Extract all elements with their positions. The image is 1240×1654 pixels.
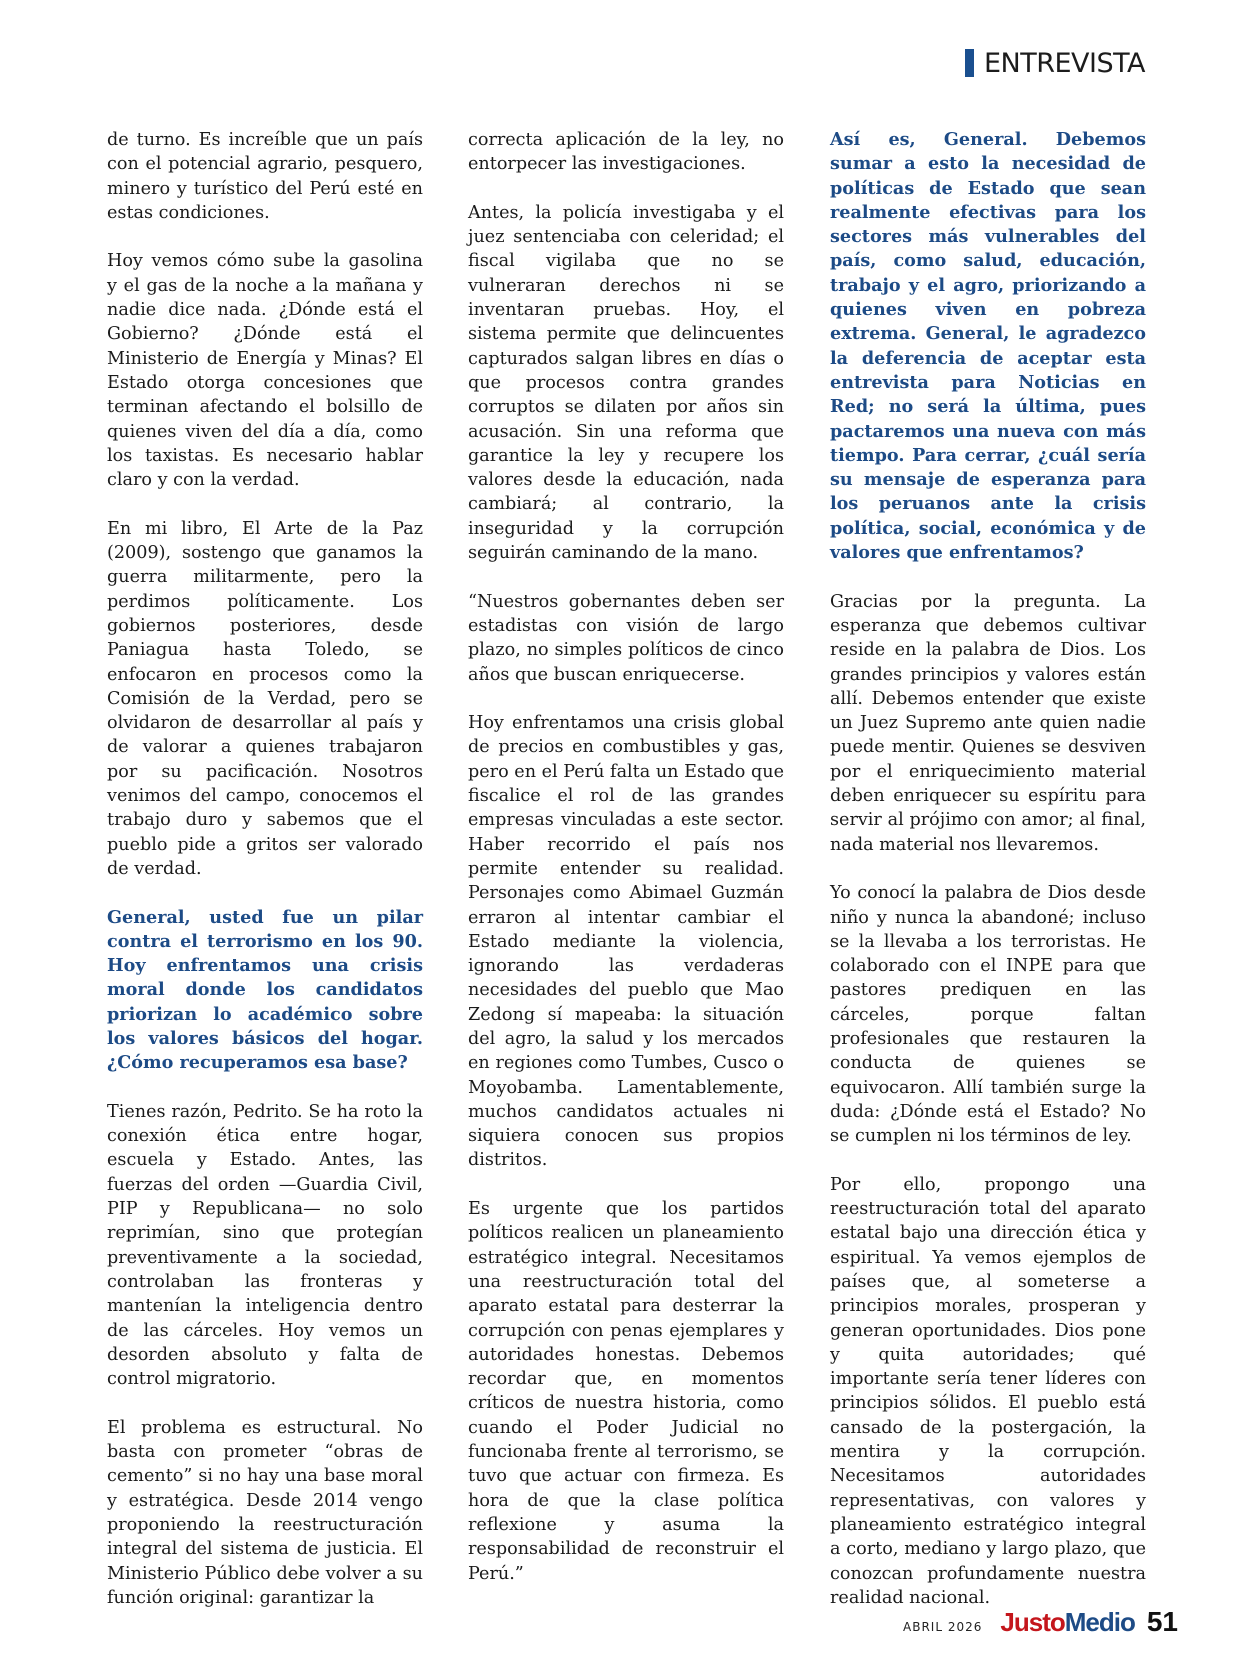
section-tag bbox=[965, 48, 1145, 78]
interview-question: General, usted fue un pilar contra el terrorismo en los 90. Hoy enfrentamos una crisis moral donde los candidatos priorizan lo académico sobre los valores básicos del hogar. ¿Cómo recuperamos esa base? bbox=[107, 906, 423, 1074]
interview-answer: Hoy vemos cómo sube la gasolina y el gas de la noche a la mañana y nadie dice nada. ¿Dónde está el Gobierno? ¿Dónde está el Ministerio de Energía y Minas? El Estado otorga concesiones que terminan afectando el bolsillo de quienes viven del día a día, como los taxistas. Es necesario hablar claro y con la verdad. bbox=[107, 251, 423, 491]
article-column-2 bbox=[468, 128, 784, 1610]
logo-part-medio: Medio bbox=[1064, 1607, 1135, 1637]
interview-answer: Hoy enfrentamos una crisis global de precios en combustibles y gas, pero en el Perú falta un Estado que fiscalice el rol de las grandes empresas vinculadas a este sector. Haber recorrido el país nos permite entender su realidad. Personajes como Abimael Guzmán erraron al intentar cambiar el Estado mediante la violencia, ignorando las verdaderas necesidades del pueblo que Mao Zedong sí mapeaba: la situación del agro, la salud y los mercados en regiones como Tumbes, Cusco o Moyobamba. Lamentablemente, muchos candidatos actuales ni siquiera conocen sus propios distritos. bbox=[468, 713, 784, 1171]
magazine-logo bbox=[1000, 1607, 1134, 1638]
interview-answer: Antes, la policía investigaba y el juez sentenciaba con celeridad; el fiscal vigilaba que no se vulneraran derechos ni se inventaran pruebas. Hoy, el sistema permite que delincuentes capturados salgan libres en días o que procesos contra grandes corruptos se dilaten por años sin acusación. Sin una reforma que garantice la ley y recupere los valores desde la educación, nada cambiará; al contrario, la inseguridad y la corrupción seguirán caminando de la mano. bbox=[468, 202, 784, 564]
interview-answer: correcta aplicación de la ley, no entorpecer las investigaciones. bbox=[468, 130, 784, 175]
interview-question: Así es, General. Debemos sumar a esto la necesidad de políticas de Estado que sean realmente efectivas para los sectores más vulnerables del país, como salud, educación, trabajo y el agro, priorizando a quienes viven en pobreza extrema. General, le agradezco la deferencia de aceptar esta entrevista para Noticias en Red; no será la última, pues pactaremos una nueva con más tiempo. Para cerrar, ¿cuál sería su mensaje de esperanza para los peruanos ante la crisis política, social, económica y de valores que enfrentamos? bbox=[830, 129, 1146, 564]
page-footer bbox=[903, 1606, 1178, 1638]
page-number: 51 bbox=[1146, 1606, 1178, 1637]
article-column-1 bbox=[107, 128, 423, 1634]
interview-answer: Por ello, propongo una reestructuración total del aparato estatal bajo una dirección ética y espiritual. Ya vemos ejemplos de países que, al someterse a principios morales, prosperan y generan oportunidades. Dios pone y quita autoridades; qué importante sería tener líderes con principios sólidos. El pueblo está cansado de la postergación, la mentira y la corrupción. Necesitamos autoridades representativas, con valores y planeamiento estratégico integral a corto, mediano y largo plazo, que conozcan profundamente nuestra realidad nacional. bbox=[830, 1174, 1146, 1608]
interview-answer: Yo conocí la palabra de Dios desde niño y nunca la abandoné; incluso se la llevaba a los terroristas. He colaborado con el INPE para que pastores prediquen en las cárceles, porque faltan profesionales que restauren la conducta de quienes se equivocaron. Allí también surge la duda: ¿Dónde está el Estado? No se cumplen ni los términos de ley. bbox=[830, 883, 1146, 1147]
article-column-3 bbox=[830, 128, 1146, 1634]
interview-answer: En mi libro, El Arte de la Paz (2009), sostengo que ganamos la guerra militarmente, pero la perdimos políticamente. Los gobiernos posteriores, desde Paniagua hasta Toledo, se enfocaron en procesos como la Comisión de la Verdad, pero se olvidaron de desarrollar al país y de valorar a quienes trabajaron por su pacificación. Nosotros venimos del campo, conocemos el trabajo duro y sabemos que el pueblo pide a gritos ser valorado de verdad. bbox=[107, 518, 423, 879]
interview-answer: El problema es estructural. No basta con prometer “obras de cemento” si no hay una base moral y estratégica. Desde 2014 vengo proponiendo la reestructuración integral del sistema de justicia. El Ministerio Público debe volver a su función original: garantizar la bbox=[107, 1417, 423, 1608]
section-label: ENTREVISTA bbox=[983, 47, 1145, 79]
issue-date: ABRIL 2026 bbox=[903, 1620, 983, 1634]
interview-answer: Tienes razón, Pedrito. Se ha roto la conexión ética entre hogar, escuela y Estado. Antes, las fuerzas del orden —Guardia Civil, PIP y Republicana— no solo reprimían, sino que protegían preventivamente a la sociedad, controlaban las fronteras y mantenían la inteligencia dentro de las cárceles. Hoy vemos un desorden absoluto y falta de control migratorio. bbox=[107, 1101, 423, 1390]
interview-answer: de turno. Es increíble que un país con el potencial agrario, pesquero, minero y turístico del Perú esté en estas condiciones. bbox=[107, 130, 423, 223]
logo-part-justo: Justo bbox=[1000, 1607, 1065, 1637]
section-accent-bar bbox=[965, 49, 974, 77]
interview-answer: Es urgente que los partidos políticos realicen un planeamiento estratégico integral. Necesitamos una reestructuración total del aparato estatal para desterrar la corrupción con penas ejemplares y autoridades honestas. Debemos recordar que, en momentos críticos de nuestra historia, como cuando el Poder Judicial no funcionaba frente al terrorismo, se tuvo que actuar con firmeza. Es hora de que la clase política reflexione y asuma la responsabilidad de reconstruir el Perú.” bbox=[468, 1199, 784, 1584]
interview-answer: Gracias por la pregunta. La esperanza que debemos cultivar reside en la palabra de Dios. Los grandes principios y valores están allí. Debemos entender que existe un Juez Supremo ante quien nadie puede mentir. Quienes se desviven por el enriquecimiento material deben enriquecer su espíritu para servir al prójimo con amor; al final, nada material nos llevaremos. bbox=[830, 591, 1146, 855]
interview-answer: “Nuestros gobernantes deben ser estadistas con visión de largo plazo, no simples políticos de cinco años que buscan enriquecerse. bbox=[468, 591, 784, 685]
